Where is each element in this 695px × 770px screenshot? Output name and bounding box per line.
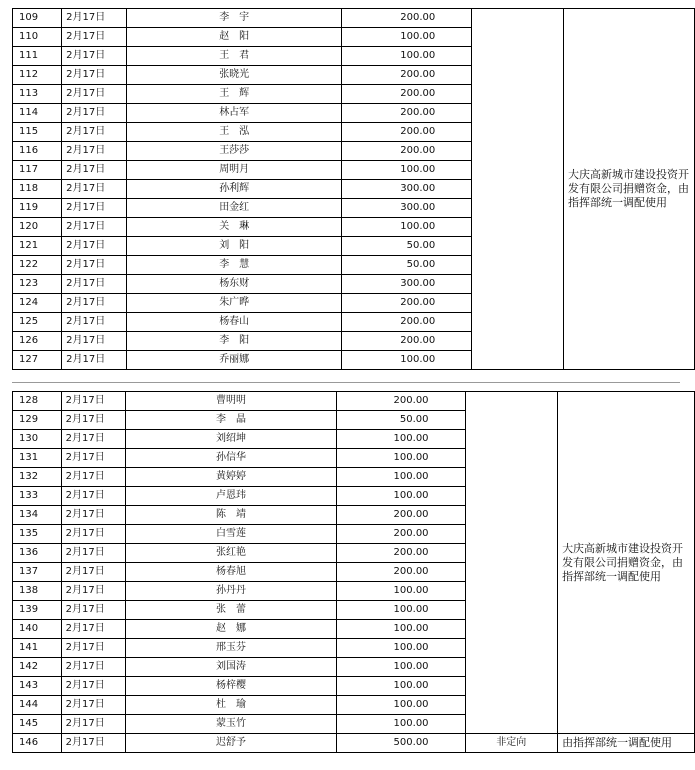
usage-note: 大庆高新城市建设投资开发有限公司捐赠资金，由指挥部统一调配使用: [558, 392, 695, 734]
donor-name: 王 君: [127, 47, 341, 66]
row-number: 130: [13, 430, 62, 449]
donor-name: 王 泓: [127, 123, 341, 142]
donation-date: 2月17日: [62, 313, 127, 332]
donation-amount: 50.00: [341, 256, 471, 275]
row-number: 135: [13, 525, 62, 544]
usage-note: 由指挥部统一调配使用: [558, 734, 695, 753]
donation-amount: 200.00: [341, 142, 471, 161]
donation-amount: 100.00: [336, 468, 465, 487]
donation-date: 2月17日: [61, 563, 126, 582]
donation-date: 2月17日: [61, 601, 126, 620]
row-number: 132: [13, 468, 62, 487]
donation-date: 2月17日: [61, 468, 126, 487]
row-number: 144: [13, 696, 62, 715]
donor-name: 孙信华: [126, 449, 336, 468]
donation-amount: 100.00: [336, 639, 465, 658]
donation-amount: 100.00: [341, 47, 471, 66]
donation-date: 2月17日: [61, 525, 126, 544]
row-number: 119: [13, 199, 62, 218]
row-number: 127: [13, 351, 62, 370]
row-number: 112: [13, 66, 62, 85]
donor-name: 王 辉: [127, 85, 341, 104]
donor-name: 张红艳: [126, 544, 336, 563]
donor-name: 曹明明: [126, 392, 336, 411]
donation-date: 2月17日: [61, 582, 126, 601]
row-number: 123: [13, 275, 62, 294]
row-number: 117: [13, 161, 62, 180]
donor-name: 李 慧: [127, 256, 341, 275]
donor-name: 林占军: [127, 104, 341, 123]
donation-amount: 200.00: [336, 525, 465, 544]
row-number: 136: [13, 544, 62, 563]
row-number: 128: [13, 392, 62, 411]
donation-date: 2月17日: [62, 85, 127, 104]
donation-date: 2月17日: [61, 658, 126, 677]
donor-name: 张晓光: [127, 66, 341, 85]
donor-name: 杨东财: [127, 275, 341, 294]
donor-name: 刘国涛: [126, 658, 336, 677]
donor-name: 周明月: [127, 161, 341, 180]
donation-date: 2月17日: [62, 66, 127, 85]
donation-amount: 200.00: [336, 563, 465, 582]
donation-date: 2月17日: [61, 677, 126, 696]
donor-name: 田金红: [127, 199, 341, 218]
donation-amount: 300.00: [341, 275, 471, 294]
donation-amount: 100.00: [341, 28, 471, 47]
donation-amount: 200.00: [341, 123, 471, 142]
donor-name: 迟舒予: [126, 734, 336, 753]
donation-amount: 100.00: [336, 677, 465, 696]
donation-date: 2月17日: [62, 47, 127, 66]
row-number: 140: [13, 620, 62, 639]
donation-amount: 100.00: [341, 161, 471, 180]
donation-amount: 200.00: [336, 392, 465, 411]
donation-date: 2月17日: [61, 639, 126, 658]
row-number: 143: [13, 677, 62, 696]
row-number: 142: [13, 658, 62, 677]
donation-table-1: [12, 8, 695, 370]
donor-name: 杨梓樱: [126, 677, 336, 696]
row-number: 114: [13, 104, 62, 123]
donation-date: 2月17日: [62, 294, 127, 313]
row-number: 115: [13, 123, 62, 142]
donor-name: 杨春旭: [126, 563, 336, 582]
donor-name: 陈 靖: [126, 506, 336, 525]
donor-name: 孙利辉: [127, 180, 341, 199]
donation-amount: 100.00: [341, 218, 471, 237]
donor-name: 李 阳: [127, 332, 341, 351]
donor-name: 蒙玉竹: [126, 715, 336, 734]
row-number: 121: [13, 237, 62, 256]
row-number: 126: [13, 332, 62, 351]
donation-date: 2月17日: [61, 411, 126, 430]
donor-name: 赵 阳: [127, 28, 341, 47]
donation-date: 2月17日: [62, 104, 127, 123]
donor-name: 李 宇: [127, 9, 341, 28]
donation-date: 2月17日: [61, 696, 126, 715]
donor-name: 朱广晔: [127, 294, 341, 313]
donation-amount: 100.00: [336, 582, 465, 601]
donation-amount: 300.00: [341, 180, 471, 199]
donation-amount: 200.00: [341, 85, 471, 104]
row-number: 113: [13, 85, 62, 104]
donation-date: 2月17日: [61, 620, 126, 639]
donor-name: 卢恩玮: [126, 487, 336, 506]
donation-date: 2月17日: [62, 275, 127, 294]
donation-date: 2月17日: [62, 332, 127, 351]
donation-amount: 200.00: [336, 506, 465, 525]
row-number: 111: [13, 47, 62, 66]
donor-name: 李 晶: [126, 411, 336, 430]
row-number: 134: [13, 506, 62, 525]
donation-date: 2月17日: [61, 506, 126, 525]
donation-amount: 100.00: [341, 351, 471, 370]
donation-type: [465, 392, 558, 734]
donation-amount: 100.00: [336, 715, 465, 734]
row-number: 124: [13, 294, 62, 313]
donation-amount: 100.00: [336, 487, 465, 506]
row-number: 133: [13, 487, 62, 506]
row-number: 122: [13, 256, 62, 275]
donation-amount: 200.00: [341, 9, 471, 28]
table-row: [13, 734, 695, 753]
row-number: 137: [13, 563, 62, 582]
row-number: 145: [13, 715, 62, 734]
donor-name: 孙丹丹: [126, 582, 336, 601]
row-number: 138: [13, 582, 62, 601]
donation-date: 2月17日: [62, 180, 127, 199]
row-number: 109: [13, 9, 62, 28]
donation-amount: 100.00: [336, 601, 465, 620]
donation-amount: 100.00: [336, 449, 465, 468]
donation-date: 2月17日: [62, 218, 127, 237]
row-number: 125: [13, 313, 62, 332]
donor-name: 王莎莎: [127, 142, 341, 161]
donation-type: 非定向: [465, 734, 558, 753]
donation-amount: 100.00: [336, 658, 465, 677]
row-number: 116: [13, 142, 62, 161]
page-divider: [12, 382, 680, 383]
donation-amount: 200.00: [341, 332, 471, 351]
donation-date: 2月17日: [62, 142, 127, 161]
row-number: 118: [13, 180, 62, 199]
donation-date: 2月17日: [61, 734, 126, 753]
donation-amount: 100.00: [336, 620, 465, 639]
donor-name: 白雪莲: [126, 525, 336, 544]
donation-date: 2月17日: [61, 449, 126, 468]
donation-amount: 200.00: [341, 294, 471, 313]
row-number: 141: [13, 639, 62, 658]
donor-name: 刘绍坤: [126, 430, 336, 449]
donation-amount: 200.00: [341, 66, 471, 85]
donation-table-2: [12, 391, 695, 753]
row-number: 139: [13, 601, 62, 620]
donation-amount: 50.00: [336, 411, 465, 430]
donation-date: 2月17日: [62, 9, 127, 28]
donor-name: 张 蕾: [126, 601, 336, 620]
donor-name: 赵 娜: [126, 620, 336, 639]
donation-amount: 200.00: [341, 313, 471, 332]
donation-date: 2月17日: [61, 715, 126, 734]
donor-name: 邢玉芬: [126, 639, 336, 658]
donor-name: 关 琳: [127, 218, 341, 237]
row-number: 129: [13, 411, 62, 430]
donor-name: 黄婷婷: [126, 468, 336, 487]
usage-note: 大庆高新城市建设投资开发有限公司捐赠资金，由指挥部统一调配使用: [564, 9, 695, 370]
donation-amount: 50.00: [341, 237, 471, 256]
donation-date: 2月17日: [62, 256, 127, 275]
donation-date: 2月17日: [61, 544, 126, 563]
donation-amount: 100.00: [336, 430, 465, 449]
table-row: [13, 392, 695, 411]
donation-amount: 200.00: [341, 104, 471, 123]
donation-date: 2月17日: [61, 430, 126, 449]
donation-date: 2月17日: [62, 123, 127, 142]
row-number: 120: [13, 218, 62, 237]
row-number: 146: [13, 734, 62, 753]
donor-name: 刘 阳: [127, 237, 341, 256]
donation-date: 2月17日: [62, 237, 127, 256]
donation-amount: 100.00: [336, 696, 465, 715]
donation-date: 2月17日: [62, 28, 127, 47]
donor-name: 杨春山: [127, 313, 341, 332]
donation-amount: 300.00: [341, 199, 471, 218]
donation-date: 2月17日: [62, 199, 127, 218]
donation-date: 2月17日: [62, 161, 127, 180]
donation-date: 2月17日: [61, 392, 126, 411]
donation-amount: 500.00: [336, 734, 465, 753]
donor-name: 乔丽娜: [127, 351, 341, 370]
row-number: 110: [13, 28, 62, 47]
donation-date: 2月17日: [61, 487, 126, 506]
row-number: 131: [13, 449, 62, 468]
donation-amount: 200.00: [336, 544, 465, 563]
table-row: [13, 9, 695, 28]
donation-type: [472, 9, 564, 370]
donation-date: 2月17日: [62, 351, 127, 370]
donor-name: 杜 瑜: [126, 696, 336, 715]
